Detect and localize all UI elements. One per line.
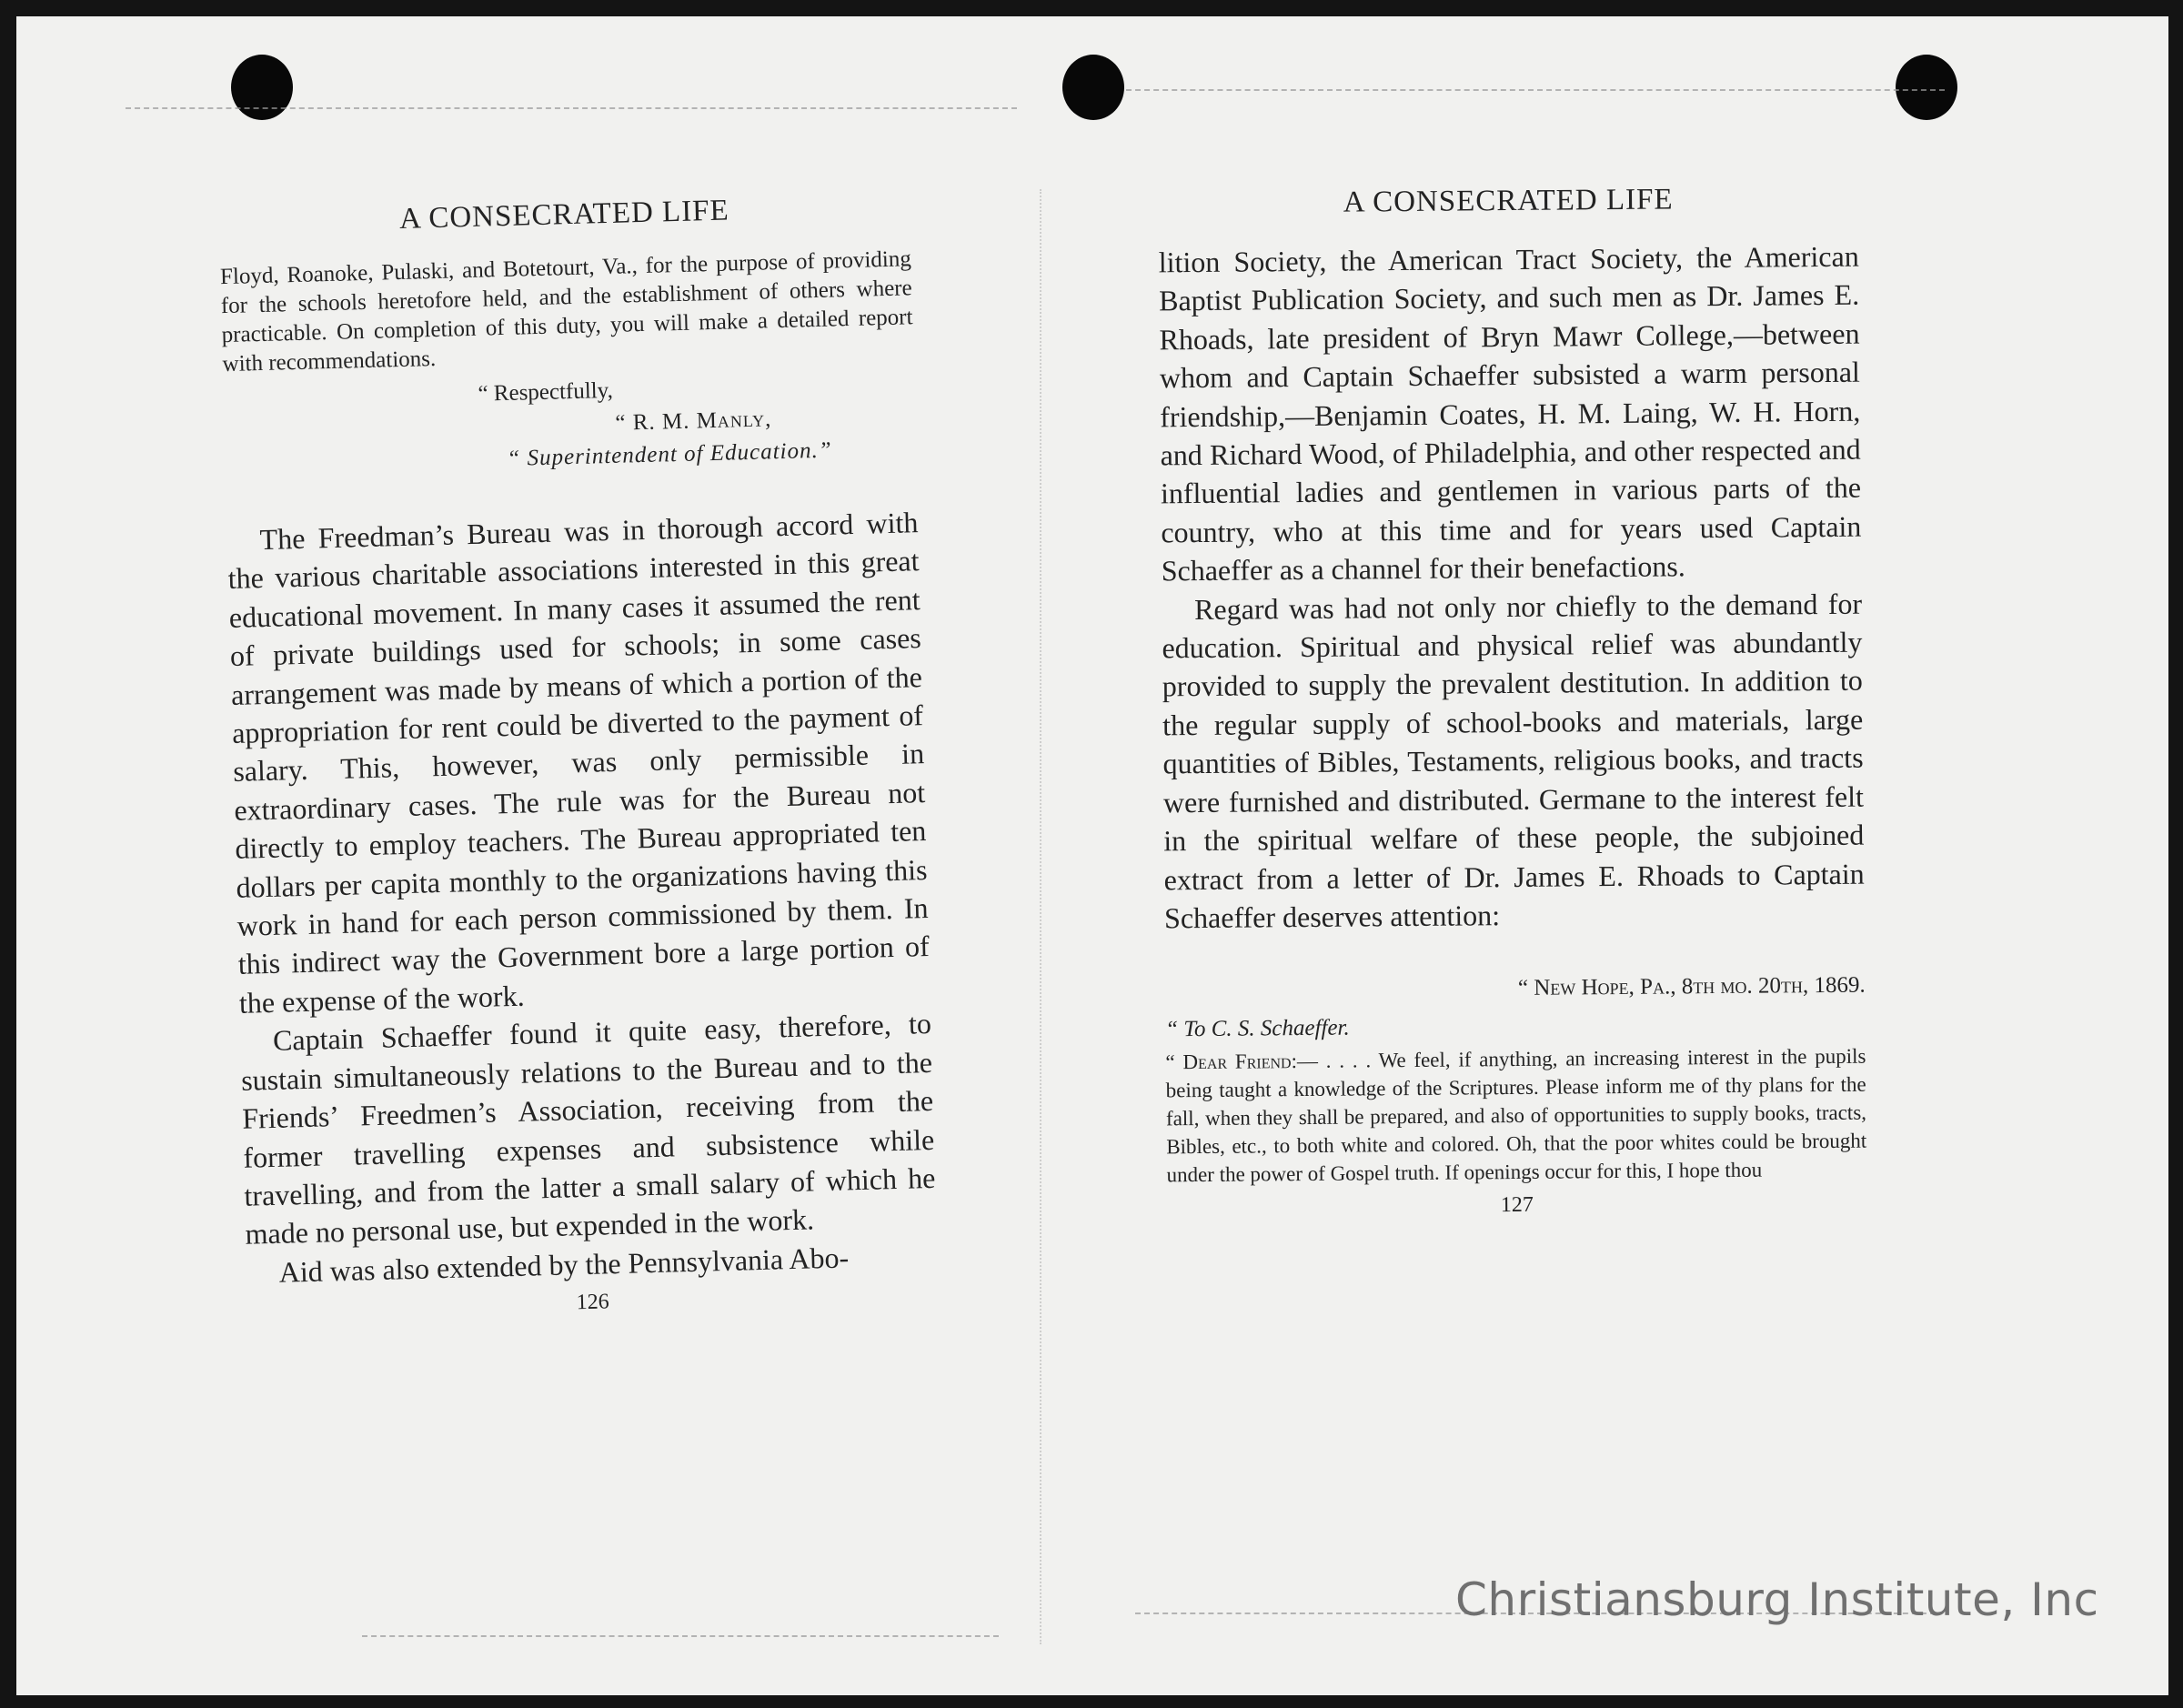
body-paragraph: Captain Schaeffer found it quite easy, therefore, to sustain simultaneously relations to the Bureau and to the Friends’ Freedmen’s Association, receiving from the former travelling expenses and subsistence while travelling, and from the latter a small salary of which he made no personal use, but expended in the work. [240, 1007, 936, 1251]
signature-line: “ R. M. Manly, [615, 407, 772, 436]
body-paragraph: The Freedman’s Bureau was in thorough accord with the various charitable associations interested in this great educational movement. In many cases it assumed the rent of private buildings used for schools; in some cases arrangement was made by means of which a portion of the appropriation for rent could be diverted to the payment of salary. This, however, was only permissible in extraordinary cases. The rule was for the Bureau not directly to employ teachers. The Bureau appropriated ten dollars per capita monthly to the organizations having this work in hand for each person commissioned by them. In this indirect way the Government bore a large portion of the expense of the work. [227, 506, 931, 1020]
watermark: Christiansburg Institute, Inc [1455, 1573, 2099, 1626]
page-gutter [1040, 189, 1041, 1644]
punch-hole [1896, 55, 1957, 120]
title-line: “ Superintendent of Education.” [507, 437, 833, 471]
closing-line: “ Respectfully, [478, 377, 614, 407]
letter-closing [223, 367, 917, 483]
letter-heading: “ New Hope, Pa., 8th mo. 20th, 1869. [1517, 972, 1866, 1001]
body-paragraph: Regard was had not only nor chiefly to the demand for education. Spiritual and physical relief was abundantly provided to supply the prevalent destitution. In addition to the regular supply of school-books and materials, large quantities of Bibles, Testaments, religious books, and tracts were furnished and distributed. Germane to the interest felt in the spiritual welfare of these people, the subjoined extract from a letter of Dr. James E. Rhoads to Captain Schaeffer deserves attention: [1162, 587, 1865, 935]
perforation-line [362, 1635, 999, 1637]
right-page [1158, 182, 1867, 1221]
body-paragraph: Aid was also extended by the Pennsylvania Abo- [278, 1241, 850, 1289]
running-head: A CONSECRATED LIFE [398, 194, 730, 236]
page-number: 126 [576, 1290, 610, 1315]
page-number: 127 [1500, 1193, 1534, 1218]
punch-hole [231, 55, 293, 120]
perforation-line [126, 107, 1017, 109]
punch-hole [1062, 55, 1124, 120]
letter-salutation: “ To C. S. Schaeffer. [1165, 1015, 1350, 1042]
perforation-line [1126, 89, 1945, 91]
letter-opening: “ Dear Friend: [1165, 1050, 1298, 1074]
left-page [218, 189, 939, 1324]
scanned-sheet [16, 16, 2168, 1695]
running-head: A CONSECRATED LIFE [1343, 183, 1674, 219]
letter-text: — . . . . We feel, if anything, an increasing interest in the pupils being taught a knowledge of the Scriptures. Please inform me of thy plans for the fall, when they shall be prepared, and also of opportunities to supply books, tracts, Bibles, etc., to both white and colored. Oh, that the poor whites could be brought under the power of Gospel truth. If openings occur for this, I hope thou [1165, 1044, 1867, 1187]
letter-excerpt: Floyd, Roanoke, Pulaski, and Botetourt, Va., for the purpose of providing for the schools heretofore held, and the establishment of others where practicable. On completion of this duty, you will make a detailed report with recommendations. [219, 246, 913, 377]
body-paragraph: lition Society, the American Tract Society, the American Baptist Publication Society, and such men as Dr. James E. Rhoads, late president of Bryn Mawr College,—between whom and Captain Schaeffer subsisted a warm personal friendship,—Benjamin Coates, H. M. Laing, W. H. Horn, and Richard Wood, of Philadelphia, and other respected and influential ladies and gentlemen in various parts of the country, who at this time and for years used Captain Schaeffer as a channel for their benefactions. [1158, 239, 1862, 588]
letter-body [1165, 1042, 1866, 1190]
